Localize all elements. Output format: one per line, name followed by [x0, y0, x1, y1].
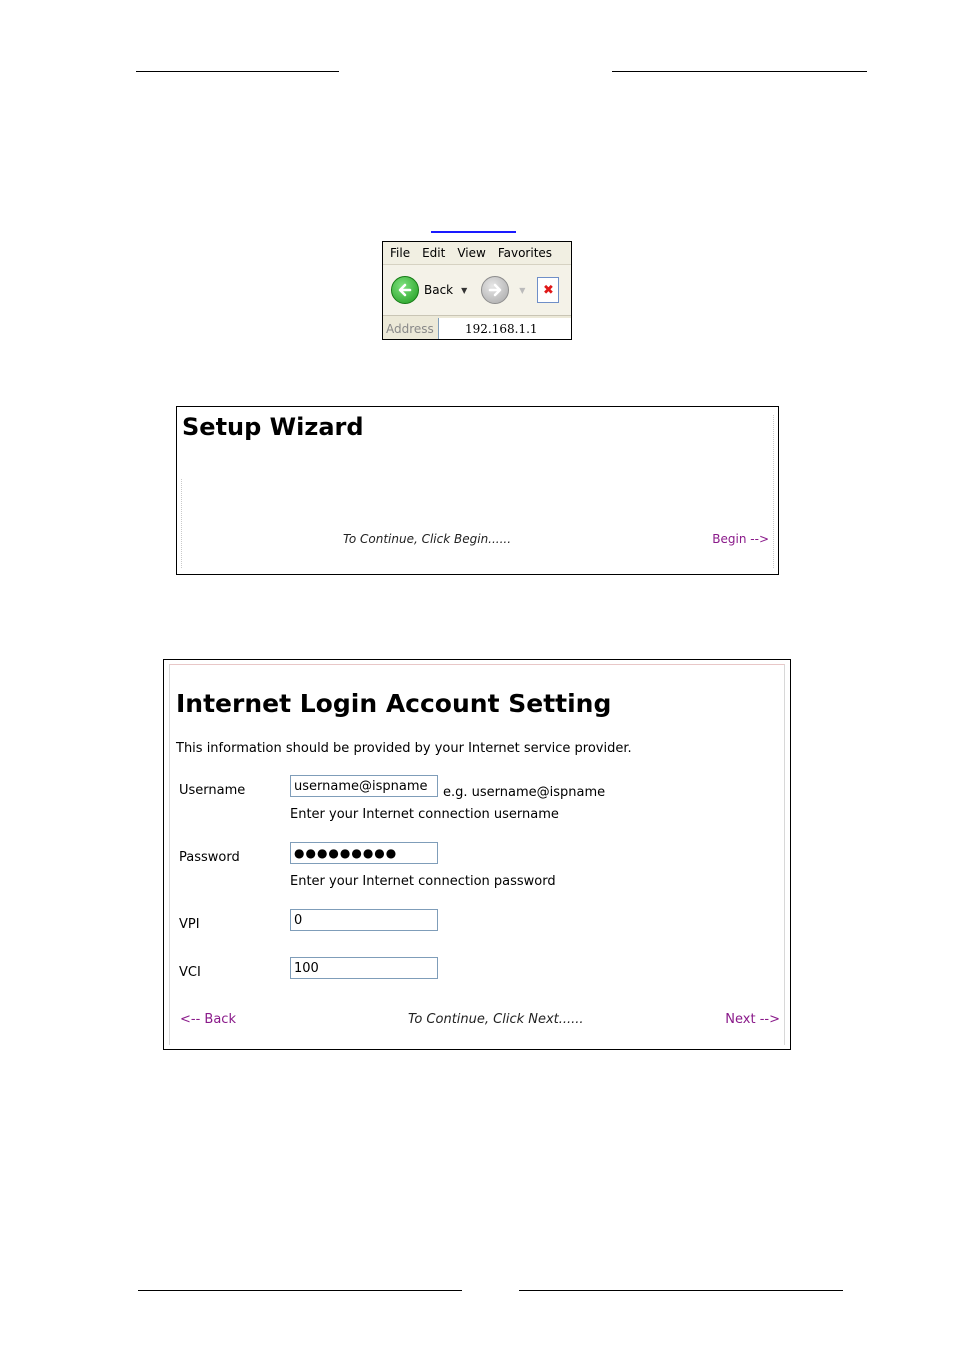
address-bar	[383, 316, 571, 340]
password-hint: Enter your Internet connection password	[290, 874, 556, 889]
setup-wizard-panel	[176, 406, 779, 575]
begin-link[interactable]: Begin -->	[712, 532, 769, 546]
username-input[interactable]: username@ispname	[290, 775, 438, 797]
back-arrow-icon[interactable]	[391, 276, 419, 304]
vci-label: VCI	[179, 965, 201, 980]
back-dropdown-icon[interactable]: ▼	[461, 285, 468, 295]
panel-divider	[181, 479, 182, 568]
forward-dropdown-icon[interactable]: ▼	[519, 285, 526, 295]
back-button[interactable]: Back	[424, 283, 454, 297]
forward-arrow-icon[interactable]	[481, 276, 509, 304]
next-link[interactable]: Next -->	[725, 1012, 780, 1027]
footer-rule-right	[519, 1290, 843, 1291]
internet-login-panel	[163, 659, 791, 1050]
header-rule-right	[612, 71, 867, 72]
footer-rule-left	[138, 1290, 462, 1291]
browser-toolbar	[383, 265, 571, 316]
vpi-label: VPI	[179, 917, 200, 932]
setup-wizard-title: Setup Wizard	[182, 413, 364, 441]
menu-edit[interactable]: Edit	[422, 246, 446, 260]
vpi-input[interactable]: 0	[290, 909, 438, 931]
address-input[interactable]: 192.168.1.1	[438, 318, 571, 339]
panel-divider	[773, 415, 774, 568]
back-link[interactable]: <-- Back	[180, 1012, 236, 1027]
header-rule-left	[136, 71, 339, 72]
panel-frame	[169, 664, 785, 1045]
continue-instruction: To Continue, Click Begin......	[343, 532, 512, 546]
password-input[interactable]: ●●●●●●●●●	[290, 842, 438, 864]
login-panel-title: Internet Login Account Setting	[176, 689, 612, 718]
password-label: Password	[179, 850, 240, 865]
browser-menubar	[383, 242, 571, 265]
hyperlink-underline[interactable]	[431, 231, 516, 233]
username-hint: Enter your Internet connection username	[290, 807, 559, 822]
login-panel-description: This information should be provided by your Internet service provider.	[176, 741, 632, 756]
stop-icon[interactable]: ✖	[537, 277, 559, 303]
menu-view[interactable]: View	[457, 246, 486, 260]
address-label: Address	[386, 321, 434, 336]
browser-window-snippet	[382, 241, 572, 340]
menu-favorites[interactable]: Favorites	[497, 246, 553, 260]
username-example: e.g. username@ispname	[443, 785, 606, 800]
vci-input[interactable]: 100	[290, 957, 438, 979]
menu-file[interactable]: File	[390, 246, 411, 260]
continue-instruction: To Continue, Click Next......	[408, 1012, 584, 1027]
username-label: Username	[179, 783, 246, 798]
